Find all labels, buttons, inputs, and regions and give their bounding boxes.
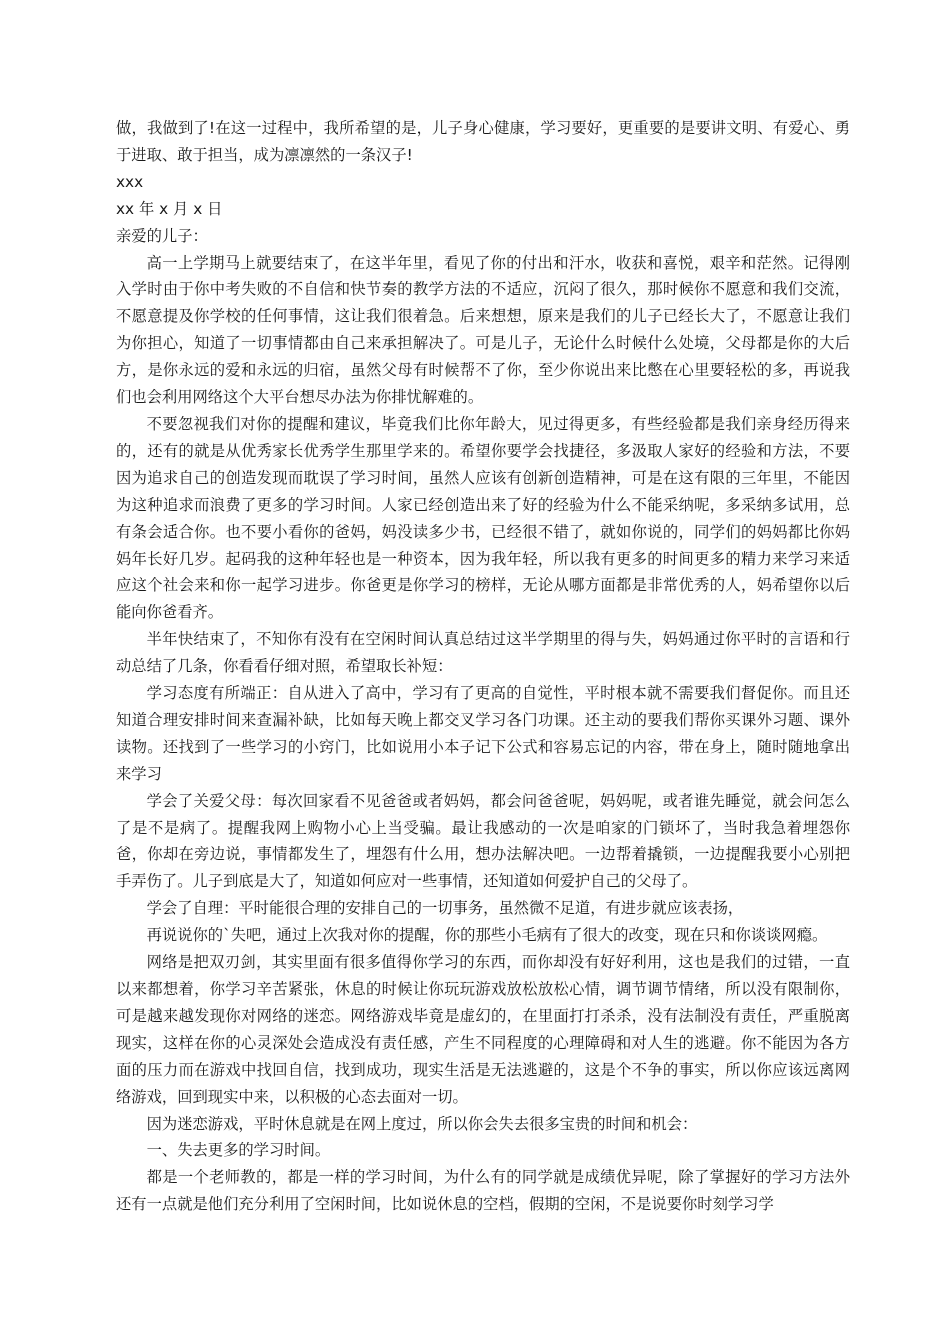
signature-date: xx 年 x 月 x 日: [116, 199, 223, 218]
paragraph: 半年快结束了，不知你有没有在空闲时间认真总结过这半学期里的得与失，妈妈通过你平时的言语和行动总结了几条，你看看仔细对照，希望取长补短：: [116, 630, 850, 676]
paragraph: 高一上学期马上就要结束了，在这半年里，看见了你的付出和汗水，收获和喜悦，艰辛和茫然。记得刚入学时由于你中考失败的不自信和快节奏的教学方法的不适应，沉闷了很久，那时候你不愿意和我们交流，不愿意提及你学校的任何事情，这让我们很着急。后来想想，原来是我们的儿子已经长大了，不愿意让我们为你担心，知道了一切事情都由自己来承担解决了。可是儿子，无论什么时候什么处境，父母都是你的大后方，是你永远的爱和永远的归宿，虽然父母有时候帮不了你，至少你说出来比憋在心里要轻松的多，再说我们也会利用网络这个大平台想尽办法为你排忧解难的。: [116, 253, 850, 407]
paragraph: 网络是把双刃剑，其实里面有很多值得你学习的东西，而你却没有好好利用，这也是我们的过错，一直以来都想着，你学习辛苦紧张，休息的时候让你玩玩游戏放松放松心情，调节调节情绪，所以没有限制你，可是越来越发现你对网络的迷恋。网络游戏毕竟是虚幻的，在里面打打杀杀，没有法制没有责任，严重脱离现实，这样在你的心灵深处会造成没有责任感，产生不同程度的心理障碍和对人生的逃避。你不能因为各方面的压力而在游戏中找回自信，找到成功，现实生活是无法逃避的，这是个不争的事实，所以你应该远离网络游戏，回到现实中来，以积极的心态去面对一切。: [116, 953, 850, 1106]
section-heading: 一、失去更多的学习时间。: [146, 1141, 331, 1160]
paragraph: 学习态度有所端正：自从进入了高中，学习有了更高的自觉性，平时根本就不需要我们督促你。而且还知道合理安排时间来查漏补缺，比如每天晚上都交叉学习各门功课。还主动的要我们帮你买课外习题、课外读物。还找到了一些学习的小窍门，比如说用小本子记下公式和容易忘记的内容，带在身上，随时随地拿出来学习: [116, 684, 850, 783]
paragraph: 都是一个老师教的，都是一样的学习时间，为什么有的同学就是成绩优异呢，除了掌握好的学习方法外还有一点就是他们充分利用了空闲时间，比如说休息的空档，假期的空闲，不是说要你时刻学习学: [116, 1168, 850, 1214]
paragraph: 做，我做到了!在这一过程中，我所希望的是，儿子身心健康，学习要好，更重要的是要讲文明、有爱心、勇于进取、敢于担当，成为凛凛然的一条汉子!: [116, 119, 850, 164]
letter-page: [116, 115, 850, 1218]
paragraph: 学会了自理：平时能很合理的安排自己的一切事务，虽然微不足道，有进步就应该表扬，: [146, 899, 744, 918]
paragraph: 再说说你的`失吧，通过上次我对你的提醒，你的那些小毛病有了很大的改变，现在只和你谈谈网瘾。: [146, 926, 828, 945]
signature-name: xxx: [116, 172, 144, 191]
letter-salutation: 亲爱的儿子：: [116, 226, 208, 245]
paragraph: 不要忽视我们对你的提醒和建议，毕竟我们比你年龄大，见过得更多，有些经验都是我们亲身经历得来的，还有的就是从优秀家长优秀学生那里学来的。希望你要学会找捷径，多汲取人家好的经验和方法，不要因为追求自己的创造发现而耽误了学习时间，虽然人应该有创新创造精神，可是在这有限的三年里，不能因为这种追求而浪费了更多的学习时间。人家已经创造出来了好的经验为什么不能采纳呢，多采纳多试用，总有条会适合你。也不要小看你的爸妈，妈没读多少书，已经很不错了，就如你说的，同学们的妈妈都比你妈妈年长好几岁。起码我的这种年轻也是一种资本，因为我年轻，所以我有更多的时间更多的精力来学习来适应这个社会来和你一起学习进步。你爸更是你学习的榜样，无论从哪方面都是非常优秀的人，妈希望你以后能向你爸看齐。: [116, 414, 850, 622]
paragraph: 因为迷恋游戏，平时休息就是在网上度过，所以你会失去很多宝贵的时间和机会：: [146, 1114, 698, 1133]
paragraph: 学会了关爱父母：每次回家看不见爸爸或者妈妈，都会问爸爸呢，妈妈呢，或者谁先睡觉，就会问怎么了是不是病了。提醒我网上购物小心上当受骗。最让我感动的一次是咱家的门锁坏了，当时我急着埋怨你爸，你却在旁边说，事情都发生了，埋怨有什么用，想办法解决吧。一边帮着撬锁，一边提醒我要小心别把手弄伤了。儿子到底是大了，知道如何应对一些事情，还知道如何爱护自己的父母了。: [116, 791, 850, 891]
